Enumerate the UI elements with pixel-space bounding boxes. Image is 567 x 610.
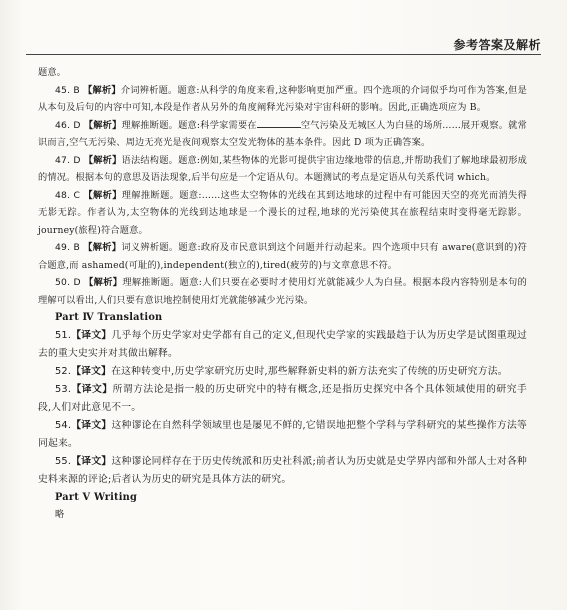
translation-text: 这种谬论同样存在于历史传统派和历史社科派;前者认为历史就是史学界内部和外部人士对各种史料来源的评论;后者认为历史的研究是具体方法的研究。: [38, 455, 527, 485]
section-heading-writing: Part V Writing: [55, 491, 138, 503]
question-number: 50. D: [55, 277, 81, 288]
writing-answer: [38, 506, 527, 524]
question-number: 45. B: [55, 84, 80, 96]
translation-paragraph-54: [38, 417, 527, 453]
paragraph-text: 理解推断题。题意:……这些太空物体的光线在其到达地球的过程中有可能因天空的亮光而消失得无影无踪。作者认为,太空物体的光线到达地球是一个漫长的过程,地球的光污染使其在旅程结束时变得毫无踪影。journey(旅程)符合题意。: [38, 189, 527, 236]
paragraph-text: 理解推断题。题意:人们只要在必要时才使用灯光就能减少人为白昼。根据本段内容特别是本句的理解可以看出,人们只要有意识地控制使用灯光就能够减少光污染。: [38, 277, 527, 306]
answer-paragraph-47: [38, 152, 527, 187]
translation-paragraph-51: [38, 327, 527, 363]
translation-paragraph-55: [38, 453, 527, 489]
paragraph-text: 空气污染及无城区人为白昼的场所……展开观察。就常识而言,空气无污染、周边无亮光是夜间观察太空发光物体的基本条件。因此 D 项为正确答案。: [38, 119, 527, 148]
paragraph-text: 词义辨析题。题意:政府及市民意识到这个问题并行动起来。四个选项中只有 aware(意识到的)符合题意,而 ashamed(可耻的),independent(独立的),tired(疲劳的)与文章意思不符。: [38, 242, 527, 271]
paragraph-text: 语法结构题。题意:例如,某些物体的光影可提供宇宙边缘地带的信息,并帮助我们了解地球最初形成的情况。根据本句的意思及语法现象,后半句应是一个定语从句。本题测试的考点是定语从句关系代词 which。: [38, 154, 528, 183]
section-heading-translation: Part Ⅳ Translation: [55, 312, 163, 323]
translation-tag: 【译文】: [71, 383, 113, 395]
question-number: 52.: [55, 365, 72, 377]
question-number: 55.: [55, 455, 72, 467]
answer-paragraph-48: [38, 187, 527, 240]
translation-paragraph-52: [38, 363, 527, 381]
question-number: 48. C: [55, 189, 81, 201]
page-content: [38, 64, 527, 524]
translation-text: 所谓方法论是指一般的历史研究中的特有概念,还是指历史探究中各个具体领域使用的研究手段,人们对此意见不一。: [38, 383, 527, 413]
answer-paragraph-46: [38, 117, 527, 152]
paragraph-text: 介词辨析题。题意:从科学的角度来看,这种影响更加严重。四个选项的介词似乎均可作为答案,但是从本句及后句的内容中可知,本段是作者从另外的角度阐释光污染对宇宙科研的影响。因此,正确选项应为 B。: [38, 84, 527, 113]
paragraph-text: 理解推断题。题意:科学家需要在: [121, 119, 257, 131]
paragraph-text: 题意。: [38, 67, 67, 78]
question-number: 46. D: [55, 119, 81, 131]
question-number: 47. D: [55, 154, 81, 166]
answer-paragraph-49: [38, 239, 527, 274]
translation-text: 几乎每个历史学家对史学都有自己的定义,但现代史学家的实践最趋于认为历史学是试图重现过去的重大史实并对其做出解释。: [38, 329, 527, 359]
translation-tag: 【译文】: [71, 419, 112, 431]
question-number: 54.: [55, 419, 72, 431]
translation-text: 在这种转变中,历史学家研究历史时,那些解释新史料的新方法充实了传统的历史研究方法。: [111, 365, 508, 377]
header-title: 参考答案及解析: [453, 38, 541, 52]
translation-paragraph-53: [38, 381, 527, 417]
writing-answer-text: 略: [55, 509, 65, 520]
translation-tag: 【译文】: [71, 329, 112, 341]
page-header: [26, 34, 541, 55]
analysis-tag: 【解析】: [83, 119, 122, 131]
analysis-tag: 【解析】: [84, 277, 123, 288]
question-number: 53.: [55, 383, 72, 395]
analysis-tag: 【解析】: [83, 154, 122, 166]
fill-blank-line: [257, 117, 301, 128]
analysis-tag: 【解析】: [83, 189, 122, 201]
paragraph-continuation: [38, 64, 527, 82]
question-number: 49. B: [55, 242, 80, 253]
question-number: 51.: [55, 329, 72, 341]
analysis-tag: 【解析】: [83, 242, 122, 253]
translation-text: 这种谬论在自然科学领域里也是屡见不鲜的,它错误地把整个学科与学科研究的某些操作方法等同起来。: [38, 419, 527, 449]
answer-paragraph-50: [38, 274, 527, 309]
answer-paragraph-45: [38, 82, 527, 117]
translation-tag: 【译文】: [71, 455, 112, 467]
translation-tag: 【译文】: [71, 365, 112, 377]
analysis-tag: 【解析】: [83, 84, 121, 96]
